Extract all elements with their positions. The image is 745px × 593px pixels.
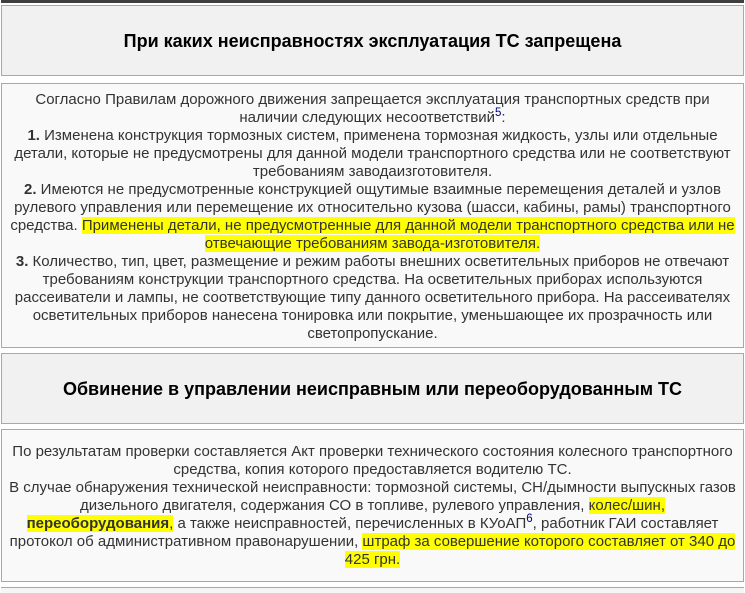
text-segment: В случае обнаружения технической неисправности: тормозной системы, СН/дымности выпускных газов дизельного двигателя, содержания СО в топливе, рулевого управления, xyxy=(9,479,736,514)
top-edge-divider xyxy=(1,0,744,3)
paragraph xyxy=(8,479,737,569)
section-header-accusation xyxy=(1,353,744,424)
text-segment: Изменена конструкция тормозных систем, применена тормозная жидкость, узлы или отдельные детали, которые не предусмотрены для данной модели транспортного средства или не соответствуют требованиям заводаизготовителя. xyxy=(14,127,731,180)
text-segment: 1. xyxy=(27,127,40,144)
faults-section-title: При каких неисправностях эксплуатация ТС запрещена xyxy=(123,30,622,51)
text-segment: Количество, тип, цвет, размещение и режим работы внешних осветительных приборов не отвечают требованиям конструкции транспортного средства. На осветительных приборах используются рассеиватели и лампы, не соответствующие типу данного осветительного прибора. На рассеивателях осветительных приборов нанесена тонировка или покрытие, уменьшающее их прозрачность или светопропускание. xyxy=(14,253,731,342)
paragraph xyxy=(8,91,737,127)
text-segment: : xyxy=(501,109,506,126)
paragraph xyxy=(8,127,737,181)
highlighted-text: переоборудования xyxy=(26,515,170,532)
text-segment: Имеются не предусмотренные конструкцией ощутимые взаимные перемещения деталей и узлов рулевого управления или перемещение их относительно кузова (шасси, кабины, рамы) транспортного средства. xyxy=(10,181,731,234)
highlighted-text: , xyxy=(169,515,174,532)
text-segment: 3. xyxy=(15,253,29,270)
highlighted-text: колес/шин, xyxy=(588,497,665,514)
text-segment: а также неисправностей, перечисленных в КУоАП xyxy=(173,515,527,532)
next-section-edge xyxy=(1,587,744,593)
highlighted-text: Применены детали, не предусмотренные для данной модели транспортного средства или не отвечающие требованиям завода-изготовителя. xyxy=(81,217,735,252)
highlighted-text: штраф за совершение которого составляет от 340 до 425 грн. xyxy=(344,533,736,568)
section-header-faults xyxy=(1,5,744,76)
paragraph xyxy=(8,253,737,343)
text-segment: 2. xyxy=(24,181,37,198)
footnote-link[interactable]: 5 xyxy=(495,107,502,119)
text-segment: , работник ГАИ составляет протокол об административном правонарушении, xyxy=(9,515,719,550)
section-body-faults xyxy=(1,83,744,348)
section-body-accusation xyxy=(1,429,744,582)
text-segment: Согласно Правилам дорожного движения запрещается эксплуатация транспортных средств при наличии следующих несоответствий xyxy=(35,91,710,126)
paragraph xyxy=(8,181,737,253)
footnote-link[interactable]: 6 xyxy=(526,513,533,525)
text-segment: По результатам проверки составляется Акт проверки технического состояния колесного транспортного средства, копия которого предоставляется водителю ТС. xyxy=(12,443,733,478)
accusation-section-title: Обвинение в управлении неисправным или переоборудованным ТС xyxy=(62,378,683,399)
paragraph xyxy=(8,443,737,479)
